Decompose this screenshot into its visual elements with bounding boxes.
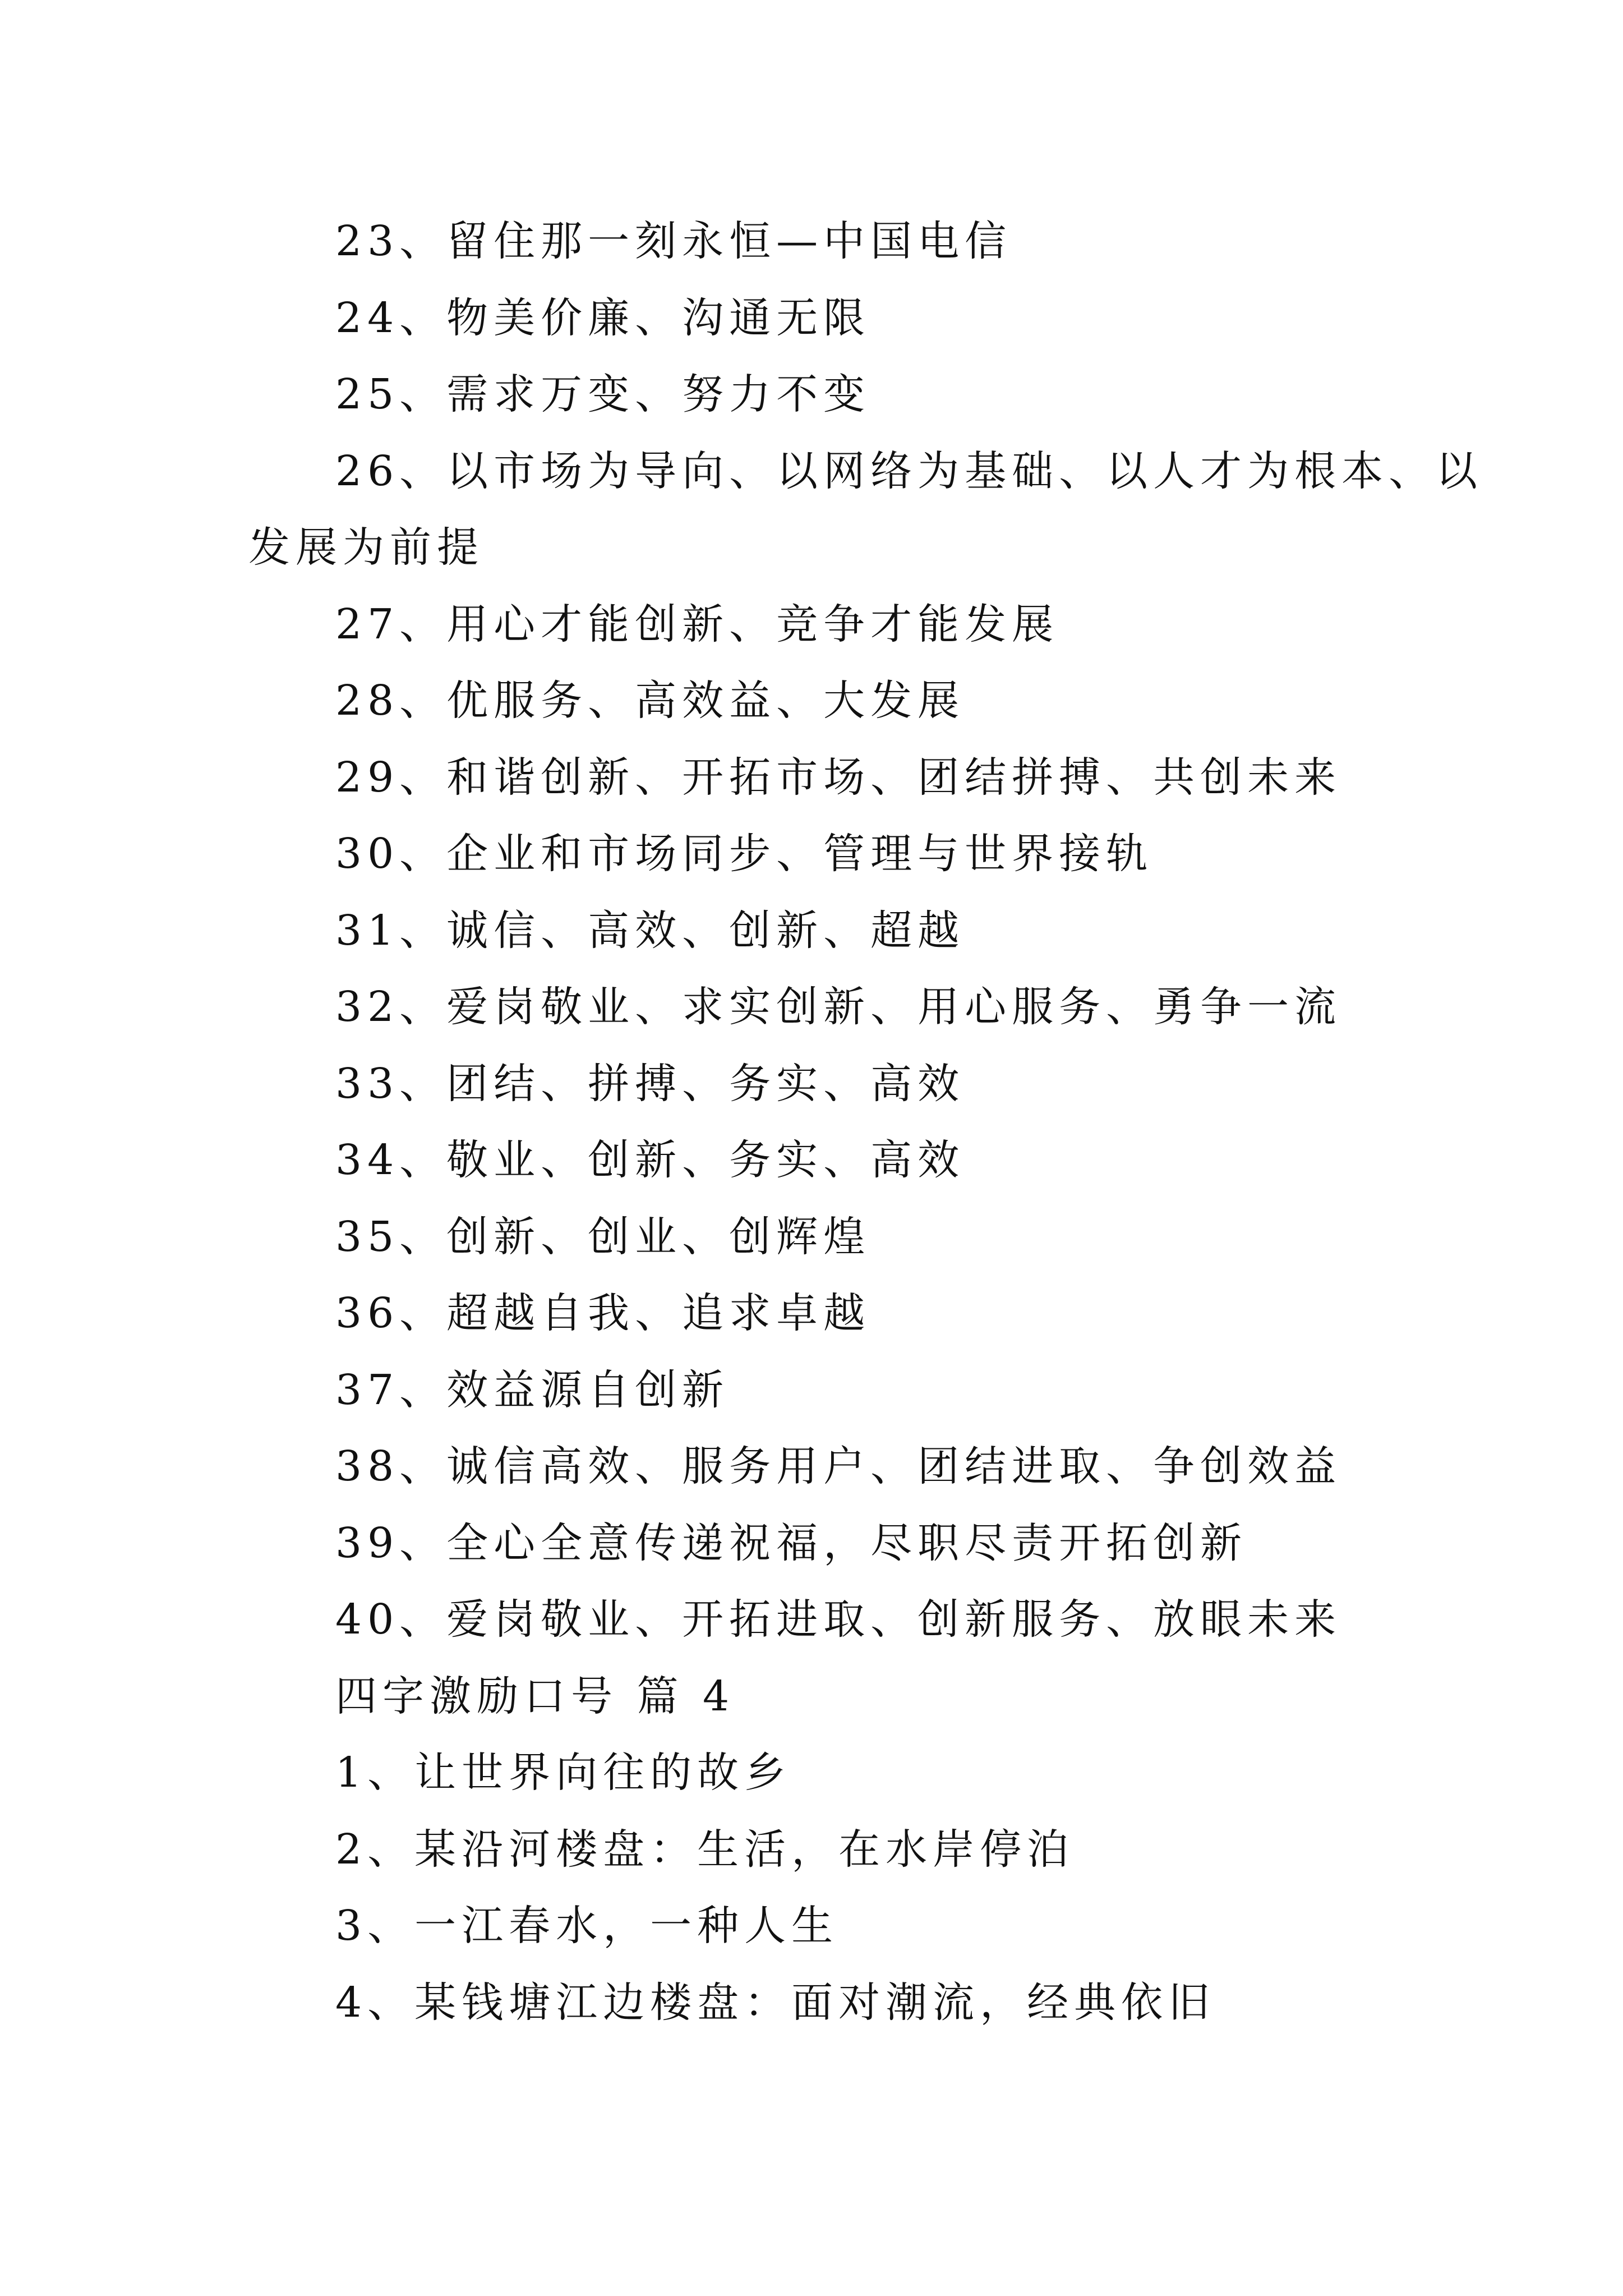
section-text-line: 4、某钱塘江边楼盘：面对潮流，经典依旧 <box>335 1978 1216 2027</box>
text-line: 26、以市场为导向、以网络为基础、以人才为根本、以 <box>335 447 1483 495</box>
text-line: 27、用心才能创新、竞争才能发展 <box>335 600 1059 648</box>
text-line: 32、爱岗敬业、求实创新、用心服务、勇争一流 <box>335 983 1342 1031</box>
text-line: 40、爱岗敬业、开拓进取、创新服务、放眼未来 <box>335 1595 1342 1644</box>
text-line: 29、和谐创新、开拓市场、团结拼搏、共创未来 <box>335 753 1342 802</box>
text-line: 38、诚信高效、服务用户、团结进取、争创效益 <box>335 1442 1342 1490</box>
text-line: 34、敬业、创新、务实、高效 <box>335 1136 965 1184</box>
text-line: 31、诚信、高效、创新、超越 <box>335 907 965 955</box>
text-line: 35、创新、创业、创辉煌 <box>335 1213 871 1261</box>
text-line-continuation: 发展为前提 <box>248 523 484 572</box>
text-line: 28、优服务、高效益、大发展 <box>335 677 965 725</box>
text-line: 30、企业和市场同步、管理与世界接轨 <box>335 830 1154 878</box>
section-text-line: 3、一江春水，一种人生 <box>335 1902 839 1950</box>
text-line: 23、留住那一刻永恒—中国电信 <box>335 217 1012 265</box>
text-line: 39、全心全意传递祝福，尽职尽责开拓创新 <box>335 1519 1248 1567</box>
text-line: 36、超越自我、追求卓越 <box>335 1289 871 1337</box>
section-text-line: 2、某沿河楼盘：生活，在水岸停泊 <box>335 1825 1075 1874</box>
text-line: 33、团结、拼搏、务实、高效 <box>335 1060 965 1108</box>
text-line: 37、效益源自创新 <box>335 1366 730 1414</box>
section-text-line: 1、让世界向往的故乡 <box>335 1749 792 1797</box>
section-heading: 四字激励口号 篇 4 <box>335 1672 735 1720</box>
text-line: 25、需求万变、努力不变 <box>335 370 871 418</box>
text-line: 24、物美价廉、沟通无限 <box>335 294 871 342</box>
